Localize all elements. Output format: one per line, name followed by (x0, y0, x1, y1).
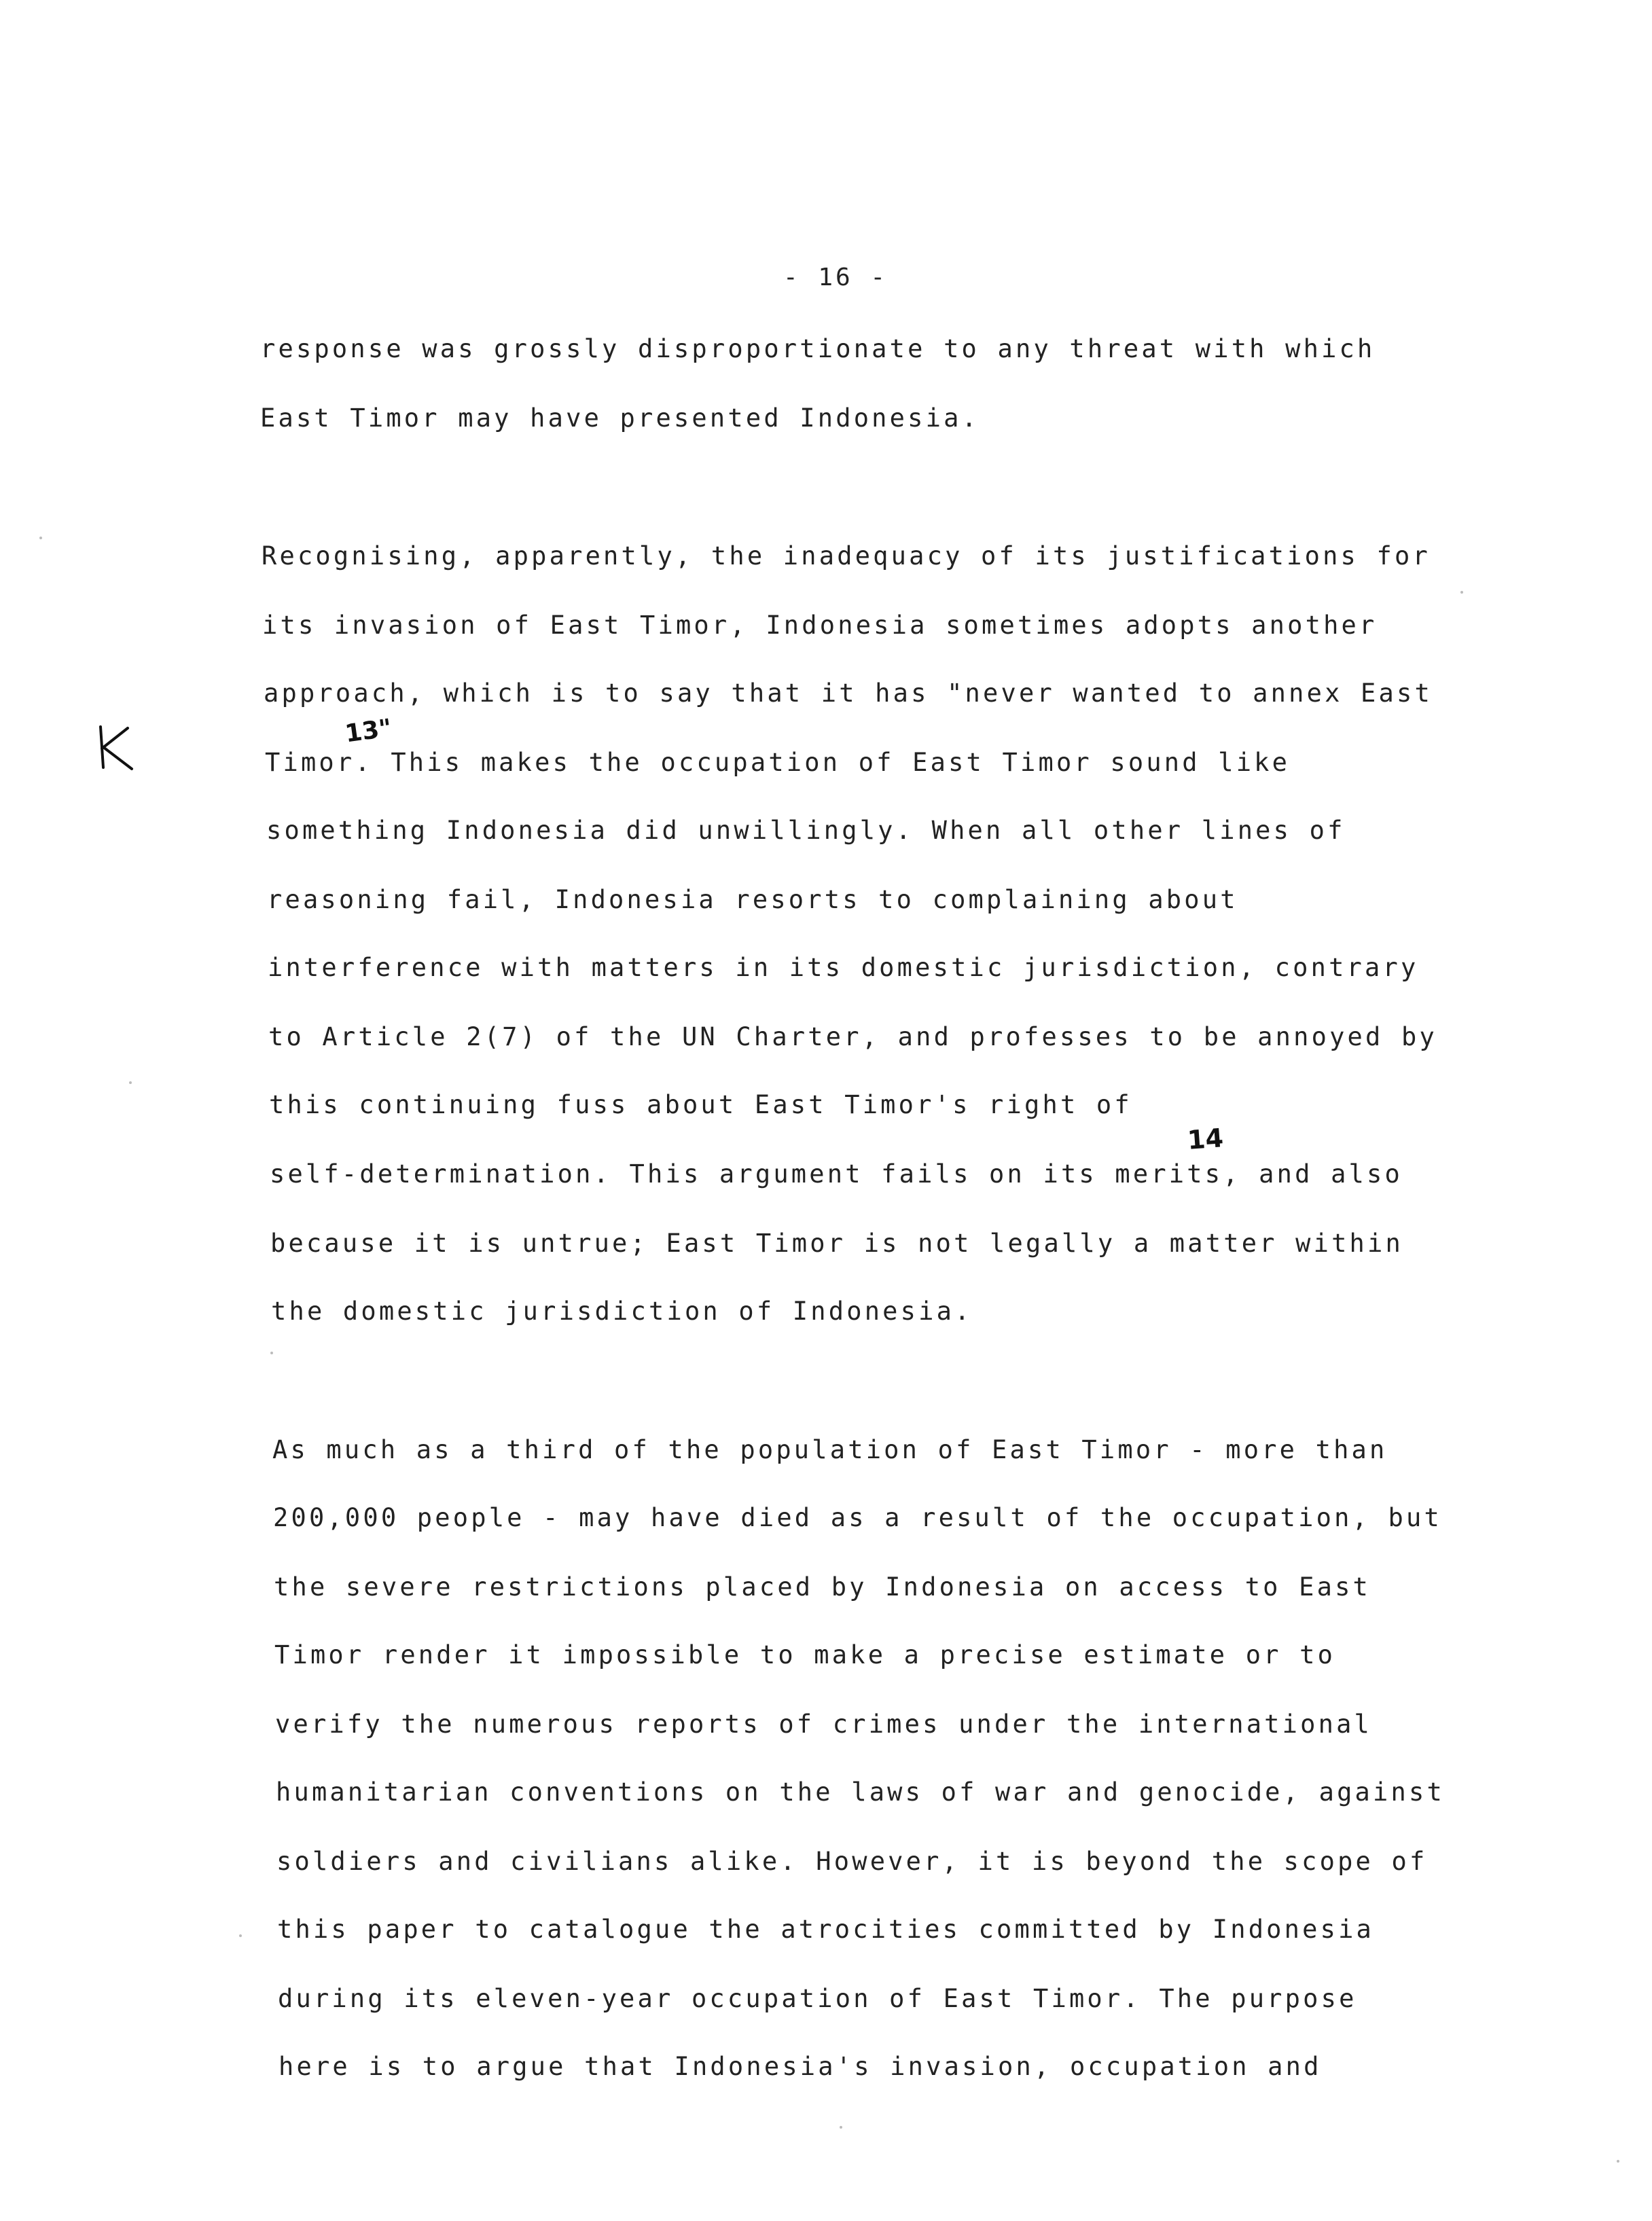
scan-speck (270, 1352, 273, 1354)
scan-speck (39, 537, 42, 539)
text-line: reasoning fail, Indonesia resorts to complaining about (267, 885, 1238, 914)
text-line: interference with matters in its domestic jurisdiction, contrary (268, 953, 1419, 982)
footnote-14-annotation: 14 (1186, 1123, 1225, 1155)
text-line: response was grossly disproportionate to any threat with which (260, 334, 1376, 363)
text-line: because it is untrue; East Timor is not legally a matter within (270, 1229, 1403, 1258)
text-line: self-determination. This argument fails on its merits, and also (270, 1159, 1403, 1189)
text-line: this continuing fuss about East Timor's right of (269, 1090, 1132, 1119)
scan-speck (129, 1081, 132, 1084)
text-line: during its eleven-year occupation of East Timor. The purpose (278, 1984, 1357, 2013)
margin-x-mark-icon (95, 724, 136, 772)
text-line: the severe restrictions placed by Indonesia on access to East (274, 1572, 1371, 1602)
text-line: something Indonesia did unwillingly. When all other lines of (266, 816, 1346, 845)
text-line: to Article 2(7) of the UN Charter, and professes to be annoyed by (268, 1022, 1437, 1051)
text-line: soldiers and civilians alike. However, it is beyond the scope of (276, 1847, 1428, 1876)
text-line: approach, which is to say that it has "never wanted to annex East (264, 679, 1433, 708)
text-line: Timor. This makes the occupation of East Timor sound like (265, 748, 1291, 777)
text-line: its invasion of East Timor, Indonesia sometimes adopts another (262, 611, 1378, 640)
text-line: 200,000 people - may have died as a result of the occupation, but (273, 1503, 1442, 1532)
text-line: Recognising, apparently, the inadequacy of its justifications for (262, 541, 1431, 571)
text-line: humanitarian conventions on the laws of war and genocide, against (276, 1777, 1445, 1807)
text-line: East Timor may have presented Indonesia. (260, 403, 980, 433)
scan-speck (840, 2126, 842, 2129)
text-line: this paper to catalogue the atrocities committed by Indonesia (277, 1915, 1375, 1944)
text-line: As much as a third of the population of East Timor - more than (272, 1435, 1388, 1464)
scan-speck (1460, 591, 1463, 594)
scan-speck (239, 1934, 242, 1937)
text-line: verify the numerous reports of crimes under the international (275, 1710, 1373, 1739)
text-line: Timor render it impossible to make a precise estimate or to (274, 1640, 1336, 1669)
text-line: here is to argue that Indonesia's invasion, occupation and (279, 2052, 1322, 2081)
text-line: the domestic jurisdiction of Indonesia. (271, 1297, 973, 1326)
footnote-13-annotation: 13" (343, 714, 394, 748)
page-number: - 16 - (783, 264, 888, 291)
scan-speck (1617, 2160, 1619, 2163)
